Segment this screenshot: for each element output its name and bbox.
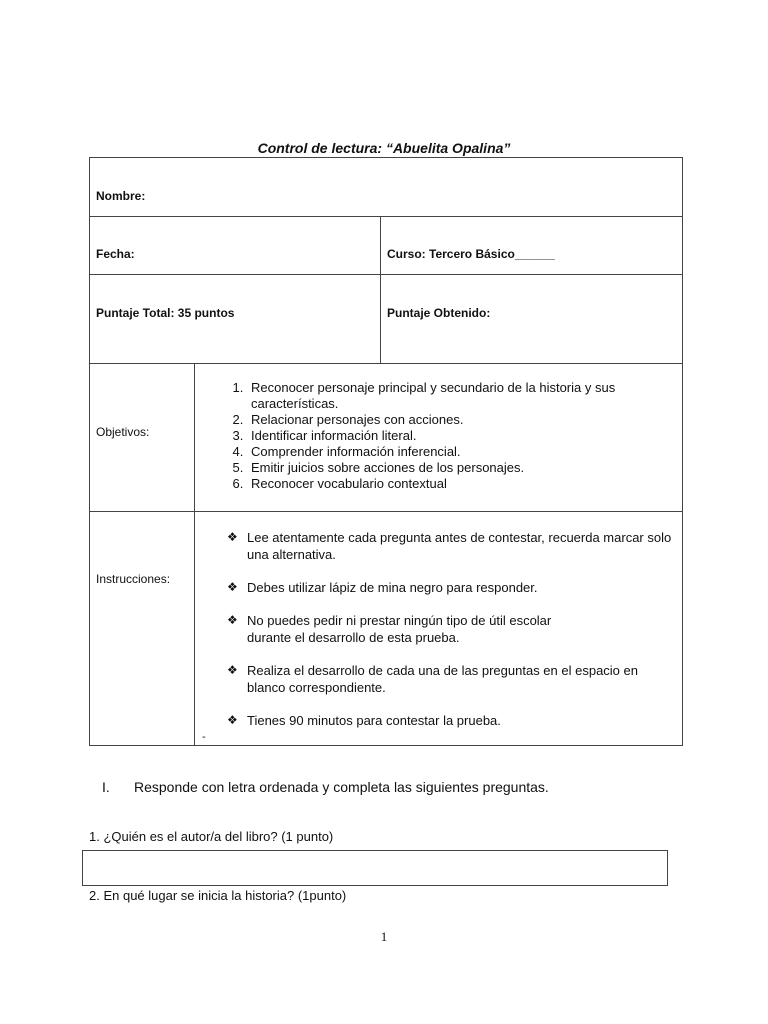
section-text: Responde con letra ordenada y completa las siguientes preguntas. xyxy=(134,779,549,795)
objectives-list xyxy=(195,380,674,492)
diamond-bullet-icon: ❖ xyxy=(227,663,238,677)
objective-item: 5. Emitir juicios sobre acciones de los personajes. xyxy=(247,460,674,476)
objective-item: 1. Reconocer personaje principal y secundario de la historia y sus características. xyxy=(247,380,674,412)
question-1: 1. ¿Quién es el autor/a del libro? (1 punto) xyxy=(89,829,334,844)
objective-item: 6. Reconocer vocabulario contextual xyxy=(247,476,674,492)
instruction-text: Realiza el desarrollo de cada una de las preguntas en el espacio en blanco correspondiente. xyxy=(247,663,638,695)
curso-cell[interactable] xyxy=(381,217,682,274)
document-title: Control de lectura: “Abuelita Opalina” xyxy=(257,140,511,156)
instrucciones-label-cell xyxy=(90,512,195,745)
instruction-item xyxy=(195,529,676,563)
puntaje-obtenido-cell[interactable] xyxy=(381,275,682,363)
instruction-text: Tienes 90 minutos para contestar la prueba. xyxy=(247,713,501,728)
row-puntaje xyxy=(90,275,682,364)
instruction-item xyxy=(195,579,676,596)
instruction-item xyxy=(195,662,676,696)
objetivos-list-cell xyxy=(195,364,682,511)
row-instrucciones xyxy=(90,512,682,745)
instruction-item xyxy=(195,612,676,646)
row-fecha-curso xyxy=(90,217,682,275)
objective-item: 4. Comprender información inferencial. xyxy=(247,444,674,460)
puntaje-total-cell xyxy=(90,275,381,363)
trailing-dash: - xyxy=(202,731,206,743)
row-nombre xyxy=(90,158,682,217)
row-objetivos xyxy=(90,364,682,512)
header-table xyxy=(89,157,683,746)
nombre-label: Nombre: xyxy=(96,189,146,203)
puntaje-total-label: Puntaje Total: 35 puntos xyxy=(96,306,235,320)
page-number: 1 xyxy=(380,929,388,944)
objetivos-label: Objetivos: xyxy=(96,425,150,439)
question-2: 2. En qué lugar se inicia la historia? (1punto) xyxy=(89,888,347,903)
instruction-text: Debes utilizar lápiz de mina negro para responder. xyxy=(247,580,538,595)
diamond-bullet-icon: ❖ xyxy=(227,613,238,627)
answer-box-question-1[interactable] xyxy=(82,850,668,886)
fecha-label: Fecha: xyxy=(96,247,135,261)
fecha-cell[interactable] xyxy=(90,217,381,274)
curso-label: Curso: Tercero Básico______ xyxy=(387,247,555,261)
instruction-text: Lee atentamente cada pregunta antes de contestar, recuerda marcar solo una alternativa. xyxy=(247,530,672,562)
diamond-bullet-icon: ❖ xyxy=(227,713,238,727)
instrucciones-list-cell xyxy=(195,512,682,745)
objective-item: 2. Relacionar personajes con acciones. xyxy=(247,412,674,428)
instruction-item xyxy=(195,712,676,729)
instrucciones-label: Instrucciones: xyxy=(96,572,171,586)
objective-item: 3. Identificar información literal. xyxy=(247,428,674,444)
section-heading xyxy=(102,779,549,795)
diamond-bullet-icon: ❖ xyxy=(227,580,238,594)
puntaje-obtenido-label: Puntaje Obtenido: xyxy=(387,306,491,320)
diamond-bullet-icon: ❖ xyxy=(227,530,238,544)
instruction-text: No puedes pedir ni prestar ningún tipo de útil escolar durante el desarrollo de esta prueba. xyxy=(247,613,552,645)
instructions-list xyxy=(195,529,676,745)
nombre-cell[interactable] xyxy=(90,158,682,216)
objetivos-label-cell xyxy=(90,364,195,511)
section-number: I. xyxy=(102,779,110,795)
